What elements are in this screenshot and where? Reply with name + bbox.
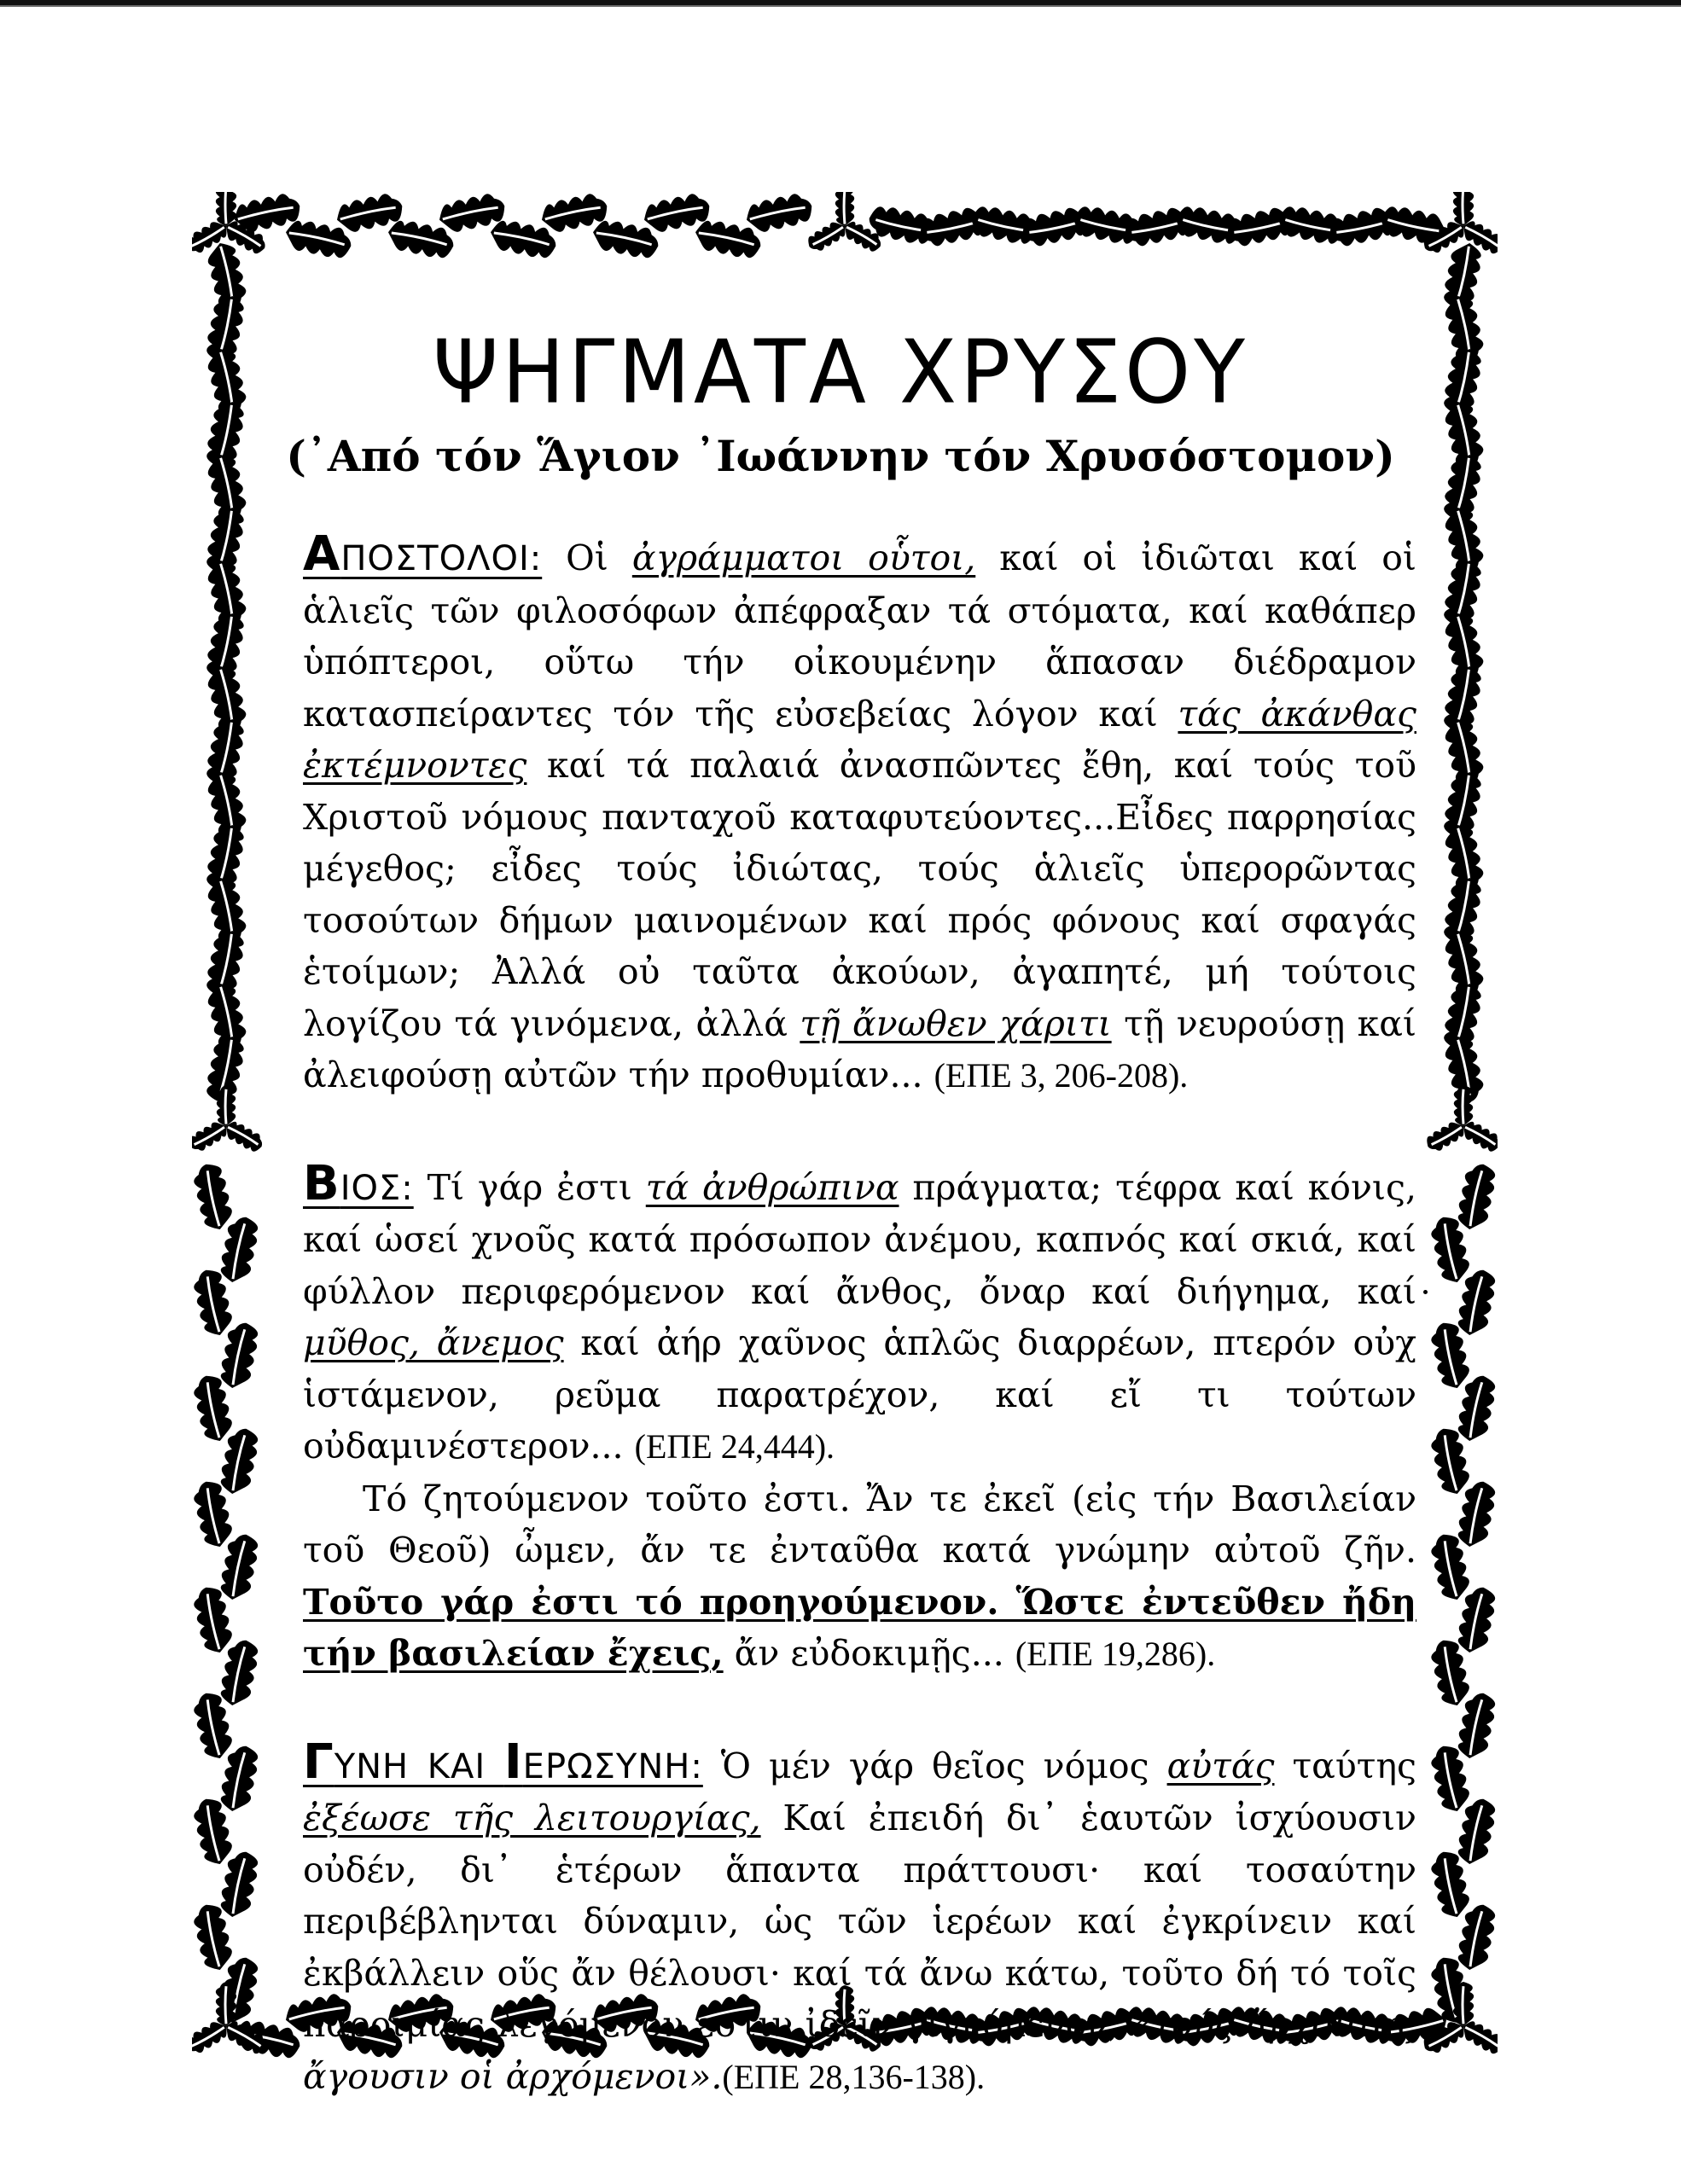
text-run: Τί γάρ ἐστι: [413, 1166, 646, 1208]
text-run: ἄν εὐδοκιμῇς...: [723, 1633, 1015, 1674]
border-ornament-top: [835, 192, 854, 226]
section-heading: [303, 1734, 703, 1790]
border-ornament-right: [1454, 1085, 1473, 1126]
section-heading: [303, 1155, 414, 1211]
document-body: [303, 526, 1416, 2103]
text-run: καί οἱ ἰδιῶται καί οἱ ἁλιεῖς τῶν φιλοσόφων ἀπέφραξαν τά στόματα, καί καθάπερ ὑπόπτεροι, οὕτω τήν οἰκουμένην ἅπασαν διέδραμον κατασπείραντες τόν τῆς εὐσεβείας λόγον καί: [303, 537, 1416, 735]
page-title: ΨΗΓΜΑΤΑ ΧΡΥΣΟΥ: [432, 322, 1249, 424]
text-run: πράγματα; τέφρα καί κόνις, καί ὡσεί χνοῦς κατά πρόσωπον ἀνέμου, καπνός καί σκιά, καί φύλλον περιφερόμενον καί ἄνθος, ὄναρ καί διήγημα, καί: [303, 1166, 1416, 1312]
section-heading: [303, 526, 543, 582]
heading-initial: Α: [303, 526, 341, 582]
text-run: τῇ νευρούσῃ καί ἀλειφούσῃ αὐτῶν τήν προθυμίαν...: [303, 1002, 1416, 1095]
section-life: [303, 1155, 1416, 1473]
page-subtitle: (᾿Από τόν Ἅγιον ᾿Ιωάννην τόν Χρυσόστομον): [286, 431, 1395, 481]
text-run: Τό ζητούμενον τοῦτο ἐστι. Ἄν τε ἐκεῖ (εἰς τήν Βασιλείαν τοῦ Θεοῦ) ὦμεν, ἄν τε ἐνταῦθα κατά γνώμην αὐτοῦ ζῆν.: [303, 1478, 1416, 1571]
border-corner: [216, 1982, 236, 2026]
border-leaf-right: [1454, 1161, 1498, 1233]
text-run: καί ἀήρ χαῦνος ἁπλῶς διαρρέων, πτερόν οὐχ ἱστάμενον, ρεῦμα παρατρέχον, καί εἴ τι τούτων οὐδαμινέστερον...: [303, 1322, 1416, 1467]
heading-initial: Β: [303, 1155, 340, 1211]
emphasized-text: τά ἀνθρώπινα: [645, 1166, 899, 1208]
citation: (ΕΠΕ 28,136-138).: [722, 2057, 986, 2096]
heading-initial-2: Ι: [503, 1734, 523, 1790]
border-leaf-top: [743, 192, 815, 235]
text-run: καί τά παλαιά ἀνασπῶντες ἔθη, καί τούς τοῦ Χριστοῦ νόμους πανταχοῦ καταφυτεύοντες...Εἶδες παρρησίας μέγεθος; εἶδες τούς ἰδιώτας, τούς ἁλιεῖς ὑπερορῶντας τοσούτων δήμων μαινομένων καί πρός φόνους καί σφαγάς ἑτοίμων; Ἀλλά οὐ ταῦτα ἀκούων, ἀγαπητέ, μή τούτοις λογίζου τά γινόμενα, ἀλλά: [303, 745, 1416, 1044]
emphasized-text: τάς ἀκάνθας ἐκτέμνοντες: [303, 693, 1416, 786]
border-corner: [1453, 1982, 1474, 2026]
scan-edge-shadow: [0, 5, 1681, 7]
heading-text: ΠΟΣΤΟΛΟΙ:: [340, 539, 543, 578]
heading-text: ΥΝΗ ΚΑΙ: [334, 1746, 504, 1786]
text-run: Οἱ: [542, 537, 632, 578]
section-woman-priesthood: [303, 1734, 1416, 2104]
text-run: «τούς ἄρχοντας ἄγουσιν οἱ ἀρχόμενοι».: [303, 2004, 1416, 2097]
border-leaf-left: [192, 1161, 236, 1233]
emphasized-text: ἐξέωσε τῆς λειτουργίας,: [303, 1798, 761, 1838]
border-corner: [1453, 192, 1474, 226]
heading-text: ΙΟΣ:: [340, 1168, 414, 1208]
stray-mark: [1423, 1290, 1428, 1294]
section-apostles: [303, 526, 1416, 1102]
emphasized-text: ἀγράμματοι οὗτοι,: [631, 537, 976, 578]
heading-text-2: ΕΡΩΣΥΝΗ:: [522, 1746, 703, 1786]
section-life-continuation: [303, 1473, 1416, 1681]
emphasized-text: αὐτάς: [1166, 1745, 1275, 1786]
text-run: Ὁ μέν γάρ θεῖος νόμος: [702, 1745, 1167, 1786]
citation: (ΕΠΕ 3, 206-208).: [934, 1056, 1189, 1095]
border-corner: [216, 192, 236, 226]
text-run: ταύτης: [1274, 1745, 1416, 1786]
citation: (ΕΠΕ 24,444).: [634, 1427, 835, 1466]
emphasized-text: τῇ ἄνωθεν χάριτι: [800, 1002, 1112, 1044]
emphasized-text: μῦθος, ἄνεμος: [303, 1322, 564, 1363]
border-ornament-left: [217, 1085, 236, 1126]
emphasized-text: Τοῦτο γάρ ἐστι τό προηγούμενον. Ὥστε ἐντεῦθεν ἤδη τήν βασιλείαν ἔχεις,: [303, 1581, 1416, 1674]
heading-initial: Γ: [303, 1734, 334, 1790]
text-run: Καί ἐπειδή δι᾿ ἑαυτῶν ἰσχύουσιν οὐδέν, δι᾿ ἑτέρων ἅπαντα πράττουσι· καί τοσαύτην περιβέβληνται δύναμιν, ὡς τῶν ἱερέων καί ἐγκρίνειν καί ἐκβάλλειν οὕς ἄν θέλουσι· καί τά ἄνω κάτω, τοῦτο δή τό τοῖς παροιμίας λεγόμενον ἔστιν ἰδεῖν γιγνόμενον,: [303, 1798, 1416, 2045]
citation: (ΕΠΕ 19,286).: [1015, 1635, 1216, 1673]
